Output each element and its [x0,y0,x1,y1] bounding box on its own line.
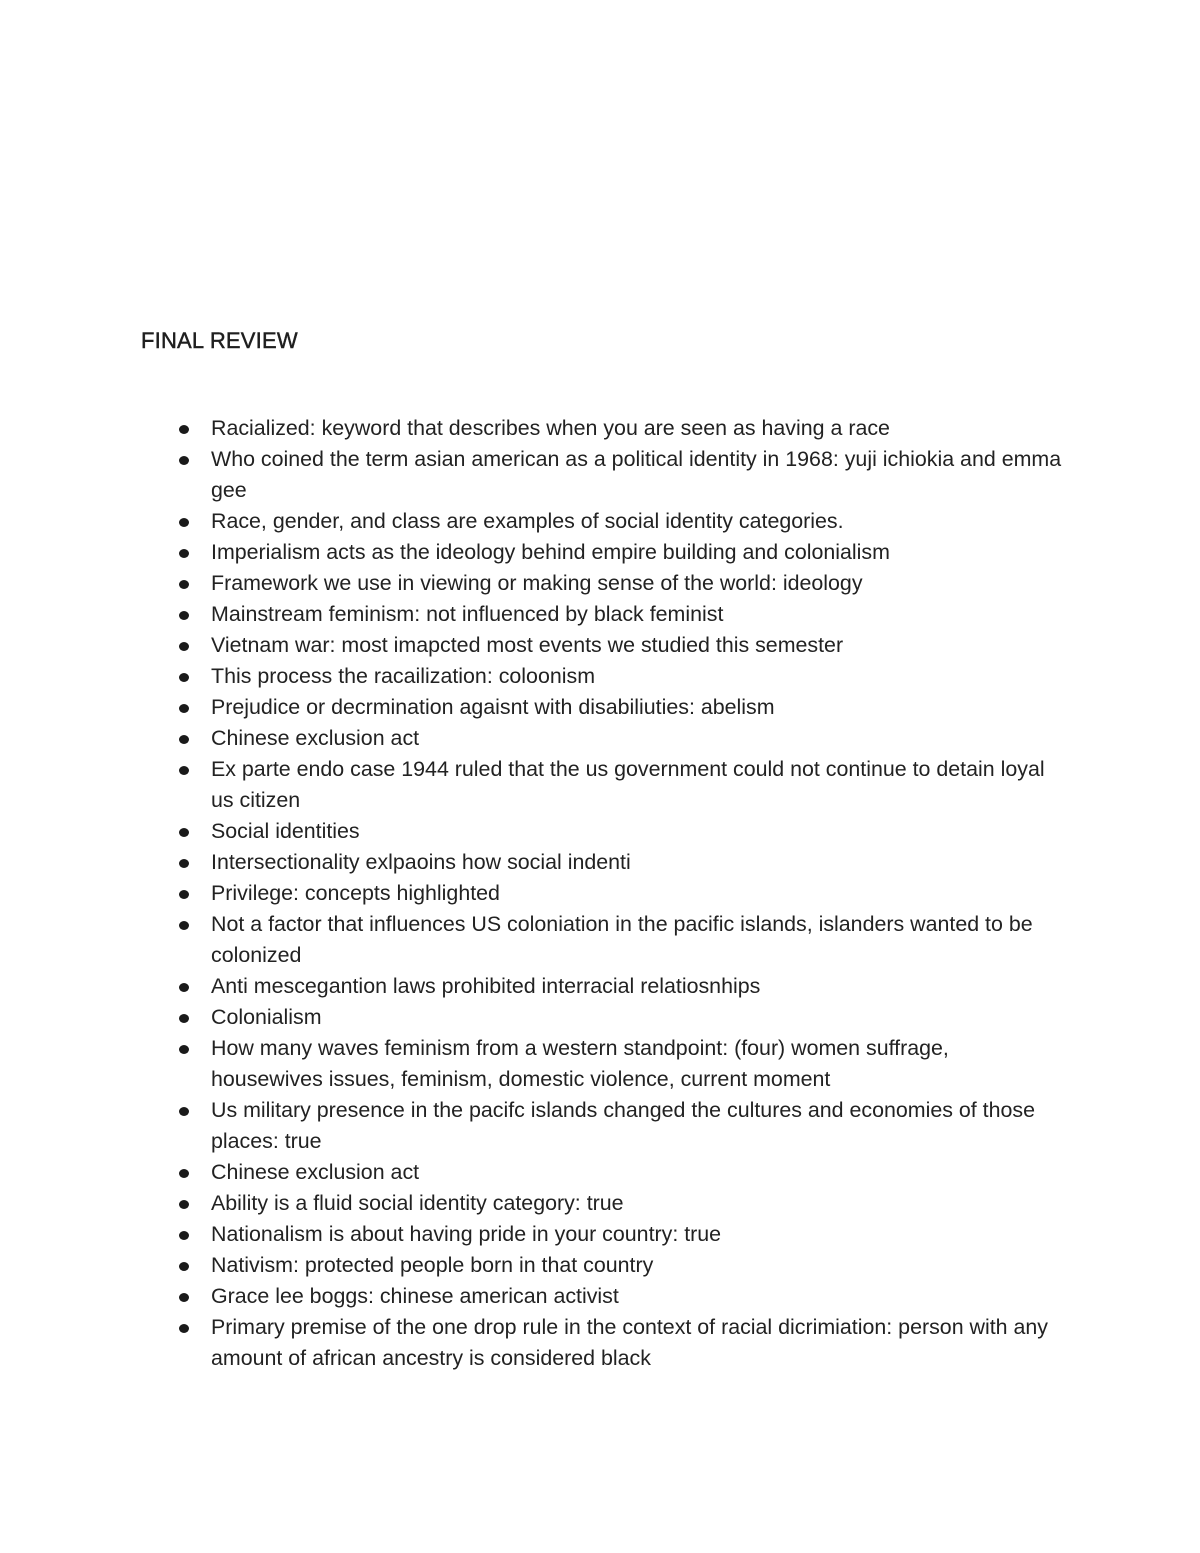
list-item-text: Grace lee boggs: chinese american activist [211,1284,619,1308]
list-item-text: Us military presence in the pacifc islands changed the cultures and economies of those places: true [211,1098,1035,1153]
bullet-icon [179,704,189,713]
bullet-icon [179,1014,189,1023]
bullet-icon [179,921,189,930]
list-item-text: Race, gender, and class are examples of social identity categories. [211,509,844,533]
bullet-icon [179,828,189,837]
bullet-icon [179,766,189,775]
bullet-icon [179,1200,189,1209]
list-item-text: Privilege: concepts highlighted [211,881,500,905]
page-title: FINAL REVIEW [141,328,298,353]
bullet-icon [179,890,189,899]
list-item-text: Ability is a fluid social identity category: true [211,1191,624,1215]
bullet-icon [179,1324,189,1333]
list-item-text: Not a factor that influences US coloniation in the pacific islands, islanders wanted to be colonized [211,912,1033,967]
list-item [0,723,1066,754]
list-item-text: Primary premise of the one drop rule in the context of racial dicrimiation: person with any amount of african ancestry is considered black [211,1315,1049,1370]
list-item [0,1250,1066,1281]
list-item [0,444,1066,506]
list-item [0,692,1066,723]
list-item-text: Who coined the term asian american as a political identity in 1968: yuji ichiokia and emma gee [211,447,1062,502]
bullet-icon [179,456,189,465]
list-item [0,413,1066,444]
list-item-text: Nativism: protected people born in that country [211,1253,654,1277]
list-item [0,1312,1066,1374]
list-item [0,878,1066,909]
bullet-icon [179,859,189,868]
list-item-text: Chinese exclusion act [211,1160,420,1184]
bullet-icon [179,1231,189,1240]
bullet-icon [179,735,189,744]
list-item [0,1157,1066,1188]
list-item [0,599,1066,630]
list-item-text: Social identities [211,819,360,843]
bullet-icon [179,1045,189,1054]
list-item [0,816,1066,847]
list-item [0,754,1066,816]
list-item-text: Anti mescegantion laws prohibited interracial relatiosnhips [211,974,761,998]
list-item [0,1002,1066,1033]
bullet-icon [179,518,189,527]
list-item-text: Colonialism [211,1005,322,1029]
bullet-icon [179,1107,189,1116]
list-item-text: Imperialism acts as the ideology behind empire building and colonialism [211,540,890,564]
list-item [0,909,1066,971]
list-item-text: Intersectionality exlpaoins how social indenti [211,850,631,874]
list-item [0,506,1066,537]
list-item [0,1219,1066,1250]
list-item-text: Ex parte endo case 1944 ruled that the us government could not continue to detain loyal us citizen [211,757,1045,812]
list-item [0,661,1066,692]
list-item-text: Racialized: keyword that describes when you are seen as having a race [211,416,890,440]
list-item [0,1281,1066,1312]
bullet-icon [179,549,189,558]
list-item-text: Chinese exclusion act [211,726,420,750]
list-item [0,568,1066,599]
list-item [0,1188,1066,1219]
bullet-icon [179,611,189,620]
bullet-icon [179,673,189,682]
review-list [0,413,1200,1374]
list-item-text: Nationalism is about having pride in your country: true [211,1222,722,1246]
list-item-text: This process the racailization: coloonism [211,664,596,688]
list-item [0,847,1066,878]
bullet-icon [179,1169,189,1178]
list-item-text: How many waves feminism from a western standpoint: (four) women suffrage, housewives issues, feminism, domestic violence, current moment [211,1036,949,1091]
bullet-icon [179,1262,189,1271]
list-item [0,1033,1066,1095]
list-item-text: Vietnam war: most imapcted most events we studied this semester [211,633,844,657]
bullet-icon [179,580,189,589]
list-item [0,971,1066,1002]
bullet-icon [179,1293,189,1302]
list-item [0,1095,1066,1157]
list-item-text: Mainstream feminism: not influenced by black feminist [211,602,724,626]
bullet-icon [179,642,189,651]
list-item-text: Framework we use in viewing or making sense of the world: ideology [211,571,863,595]
bullet-icon [179,983,189,992]
bullet-icon [179,425,189,434]
list-item-text: Prejudice or decrmination agaisnt with disabiliuties: abelism [211,695,775,719]
list-item [0,537,1066,568]
list-item [0,630,1066,661]
